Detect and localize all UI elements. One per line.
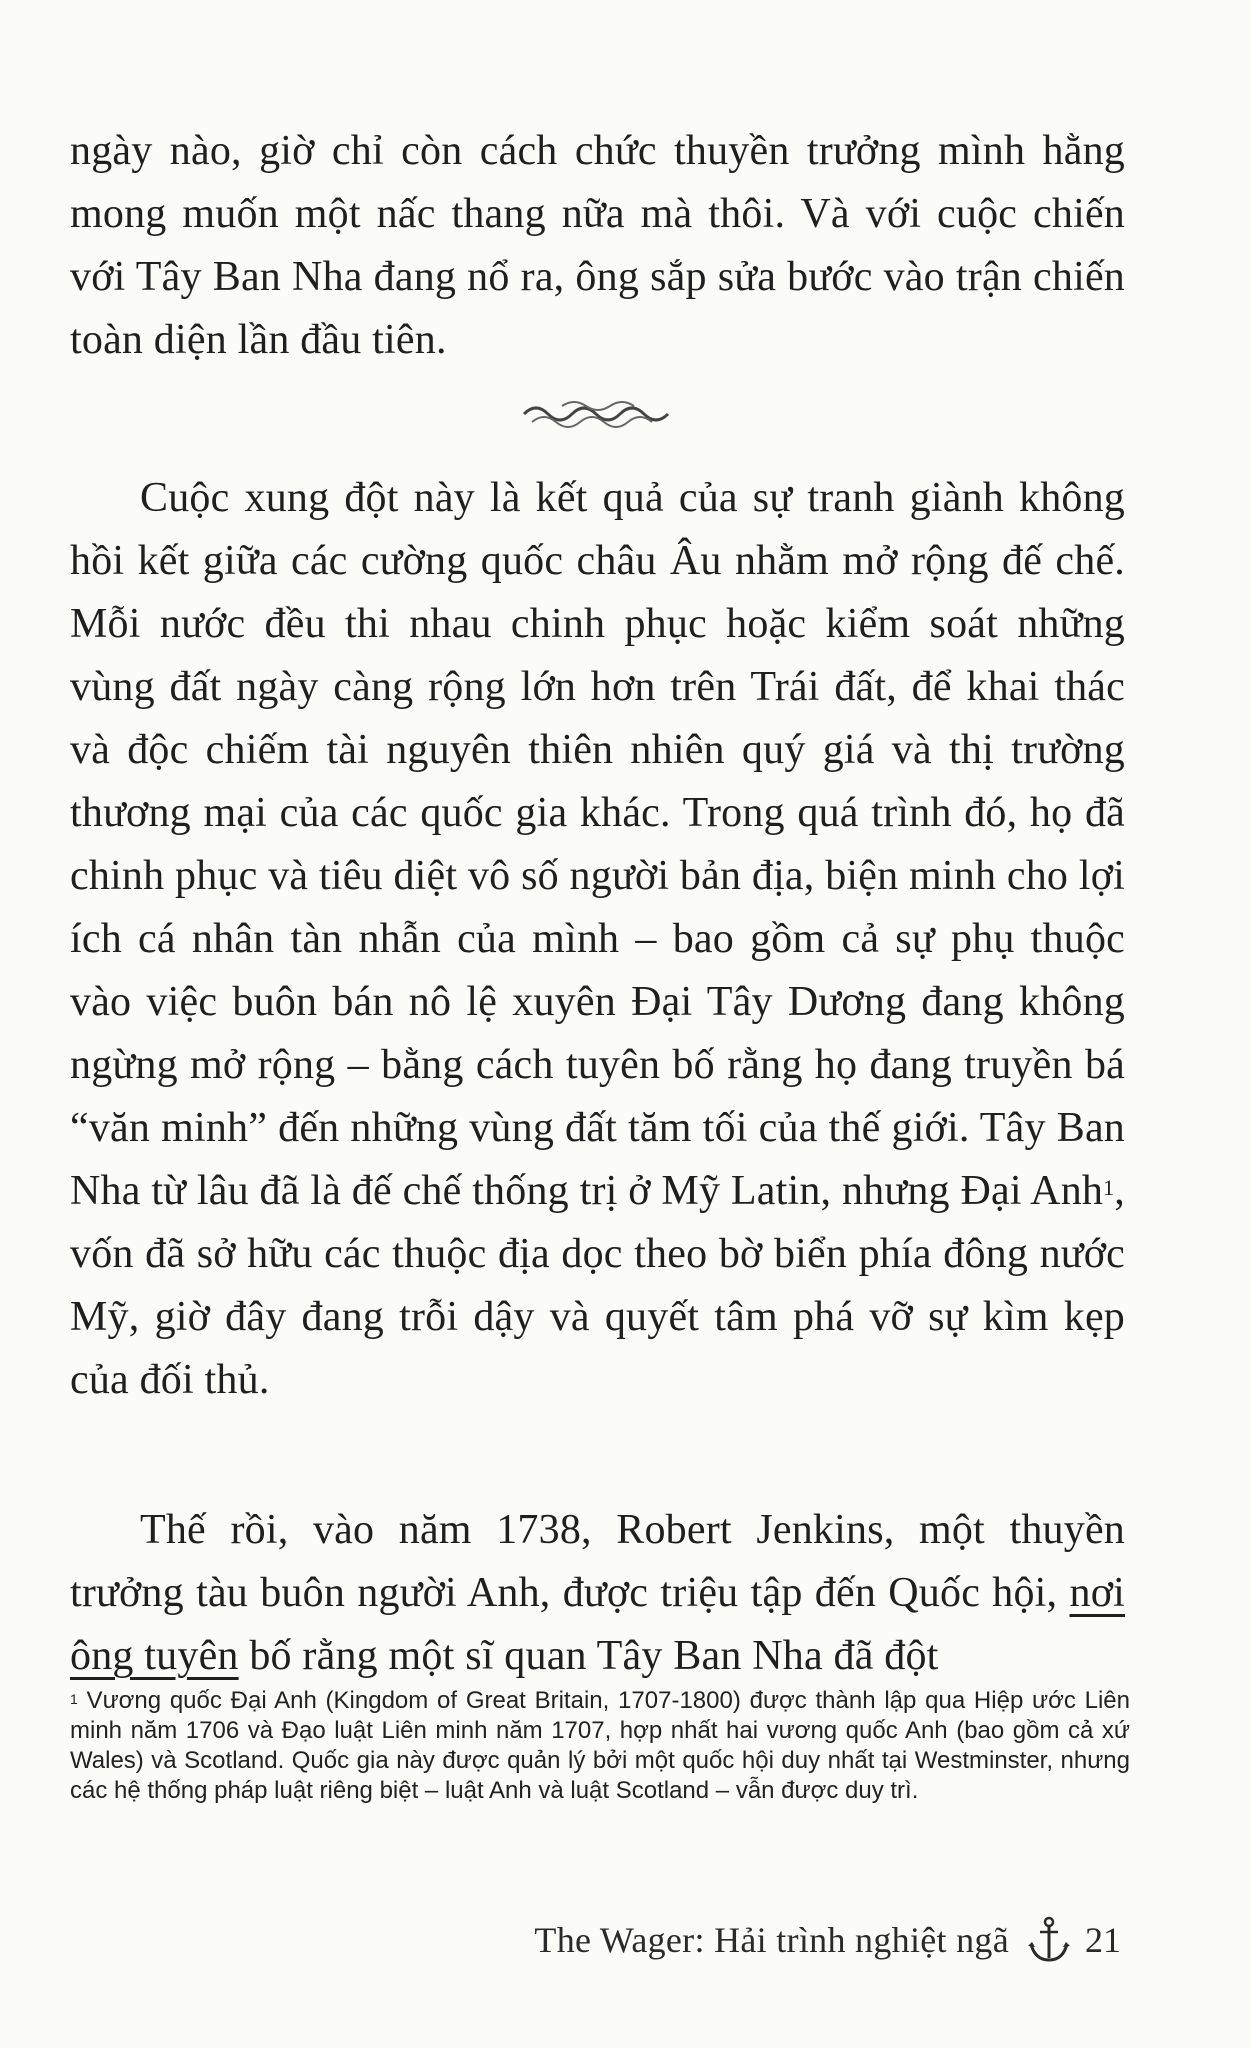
page-footer bbox=[534, 1916, 1121, 1964]
footnote-marker: 1 bbox=[70, 1691, 78, 1707]
paragraph-text-part: , vốn đã sở hữu các thuộc địa dọc theo bờ biển phía đông nước Mỹ, giờ đây đang trỗi dậy và quyết tâm phá vỡ sự kìm kẹp của đối thủ. bbox=[70, 1168, 1125, 1403]
page-number: 21 bbox=[1085, 1920, 1121, 1960]
footnote bbox=[70, 1686, 1130, 1806]
paragraph bbox=[70, 467, 1125, 1412]
wave-flourish-icon bbox=[522, 394, 672, 434]
paragraph-text-part: Cuộc xung đột này là kết quả của sự tranh giành không hồi kết giữa các cường quốc châu Âu nhằm mở rộng đế chế. Mỗi nước đều thi nhau chinh phục hoặc kiểm soát những vùng đất ngày càng rộng lớn hơn trên Trái đất, để khai thác và độc chiếm tài nguyên thiên nhiên quý giá và thị trường thương mại của các quốc gia khác. Trong quá trình đó, họ đã chinh phục và tiêu diệt vô số người bản địa, biện minh cho lợi ích cá nhân tàn nhẫn của mình – bao gồm cả sự phụ thuộc vào việc buôn bán nô lệ xuyên Đại Tây Dương đang không ngừng mở rộng – bằng cách tuyên bố rằng họ đang truyền bá “văn minh” đến những vùng đất tăm tối của thế giới. Tây Ban Nha từ lâu đã là đế chế thống trị ở Mỹ Latin, nhưng Đại Anh bbox=[70, 475, 1125, 1214]
running-title: The Wager: Hải trình nghiệt ngã bbox=[534, 1920, 1009, 1960]
footnote-reference[interactable]: 1 bbox=[1103, 1175, 1115, 1200]
footnote-text: Vương quốc Đại Anh (Kingdom of Great Britain, 1707-1800) được thành lập qua Hiệp ước Liên minh năm 1706 và Đạo luật Liên minh năm 1707, hợp nhất hai vương quốc Anh (bao gồm cả xứ Wales) và Scotland. Quốc gia này được quản lý bởi một quốc hội duy nhất tại Westminster, nhưng các hệ thống pháp luật riêng biệt – luật Anh và luật Scotland – vẫn được duy trì. bbox=[70, 1687, 1130, 1804]
paragraph-text-part: bố rằng một sĩ quan Tây Ban Nha đã đột bbox=[238, 1633, 939, 1679]
anchor-icon bbox=[1027, 1916, 1071, 1964]
paragraph-text-part: Thế rồi, vào năm 1738, Robert Jenkins, một thuyền trưởng tàu buôn người Anh, được triệu tập đến Quốc hội, bbox=[70, 1507, 1125, 1616]
paragraph-continuation bbox=[70, 120, 1125, 372]
paragraph bbox=[70, 1499, 1125, 1688]
paragraph-text: ngày nào, giờ chỉ còn cách chức thuyền trưởng mình hằng mong muốn một nấc thang nữa mà thôi. Và với cuộc chiến với Tây Ban Nha đang nổ ra, ông sắp sửa bước vào trận chiến toàn diện lần đầu tiên. bbox=[70, 128, 1125, 363]
paragraph-text bbox=[70, 1499, 1125, 1688]
paragraph-text bbox=[70, 467, 1125, 1412]
underlined-text: nơi ông tuyên bbox=[70, 1570, 1125, 1679]
